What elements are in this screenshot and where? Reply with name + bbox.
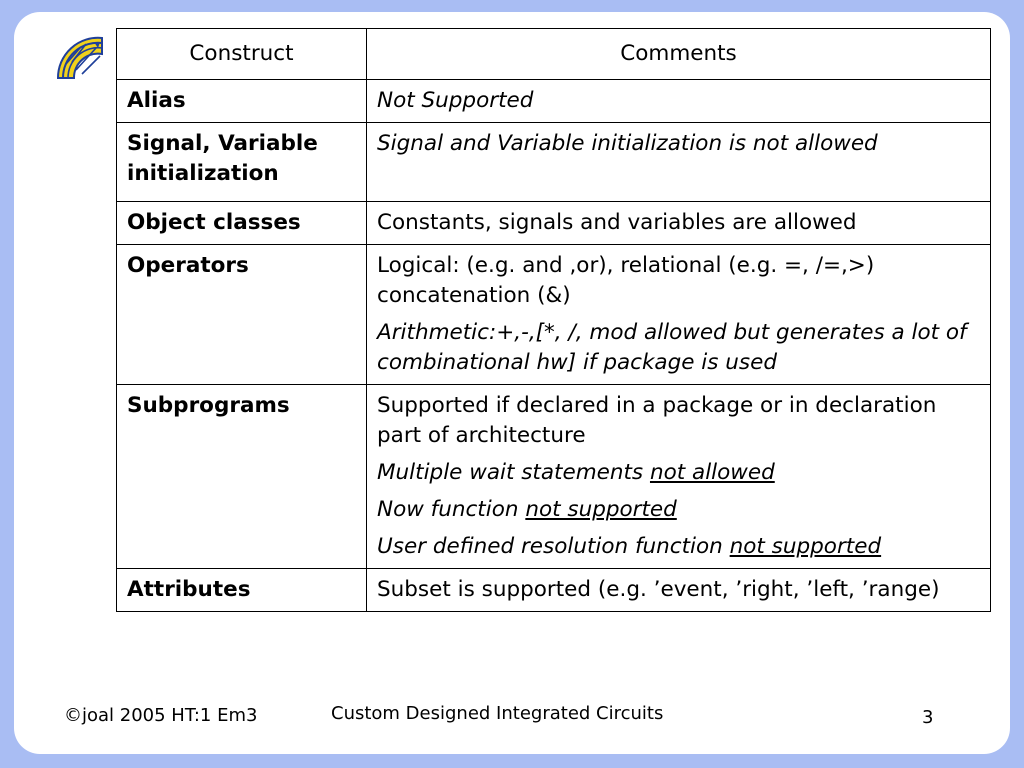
comment-paragraph	[377, 318, 980, 378]
comment-paragraph	[377, 458, 980, 488]
table-row	[117, 202, 991, 245]
comments-cell	[367, 569, 991, 612]
comment-paragraph	[377, 208, 980, 238]
comment-text: Arithmetic:+,-,[*, /, mod allowed but generates a lot of combinational hw] if package is used	[377, 320, 967, 375]
comment-text: Not Supported	[377, 88, 534, 113]
comment-paragraph	[377, 532, 980, 562]
construct-cell: Subprograms	[117, 385, 367, 569]
globe-arc-logo-icon	[54, 34, 106, 82]
constructs-table	[116, 28, 991, 612]
construct-cell: Object classes	[117, 202, 367, 245]
footer-title: Custom Designed Integrated Circuits	[331, 703, 664, 724]
table-header-row	[117, 29, 991, 80]
comments-cell	[367, 80, 991, 123]
comment-paragraph	[377, 129, 980, 159]
table-row	[117, 569, 991, 612]
comment-text: Subset is supported (e.g. ’event, ’right, ’left, ’range)	[377, 577, 940, 602]
comment-text: Supported if declared in a package or in declaration part of architecture	[377, 393, 937, 448]
page-number: 3	[922, 707, 934, 728]
comments-cell	[367, 245, 991, 385]
comment-paragraph	[377, 251, 980, 311]
constructs-table-container	[116, 28, 990, 612]
comment-emphasis: not supported	[729, 534, 882, 559]
construct-cell: Attributes	[117, 569, 367, 612]
comment-text: Logical: (e.g. and ,or), relational (e.g. =, /=,>) concatenation (&)	[377, 253, 875, 308]
comment-paragraph	[377, 86, 980, 116]
construct-cell: Alias	[117, 80, 367, 123]
comment-text: Signal and Variable initialization is not allowed	[377, 131, 878, 156]
comment-emphasis: not supported	[525, 497, 677, 522]
comment-emphasis: not allowed	[649, 460, 775, 485]
comment-paragraph	[377, 575, 980, 605]
comment-text: Multiple wait statements	[377, 460, 650, 485]
table-row	[117, 80, 991, 123]
table-body	[117, 80, 991, 612]
construct-cell: Signal, Variable initialization	[117, 123, 367, 202]
footer-copyright: ©joal 2005 HT:1 Em3	[64, 705, 258, 726]
comment-paragraph	[377, 495, 980, 525]
comments-cell	[367, 202, 991, 245]
comment-text: Constants, signals and variables are allowed	[377, 210, 857, 235]
comment-paragraph	[377, 391, 980, 451]
table-row	[117, 245, 991, 385]
comment-text: Now function	[377, 497, 526, 522]
comments-cell	[367, 385, 991, 569]
column-header-construct: Construct	[117, 29, 367, 80]
comment-text: User defined resolution function	[377, 534, 730, 559]
construct-cell: Operators	[117, 245, 367, 385]
table-row	[117, 385, 991, 569]
column-header-comments: Comments	[367, 29, 991, 80]
table-row	[117, 123, 991, 202]
comments-cell	[367, 123, 991, 202]
